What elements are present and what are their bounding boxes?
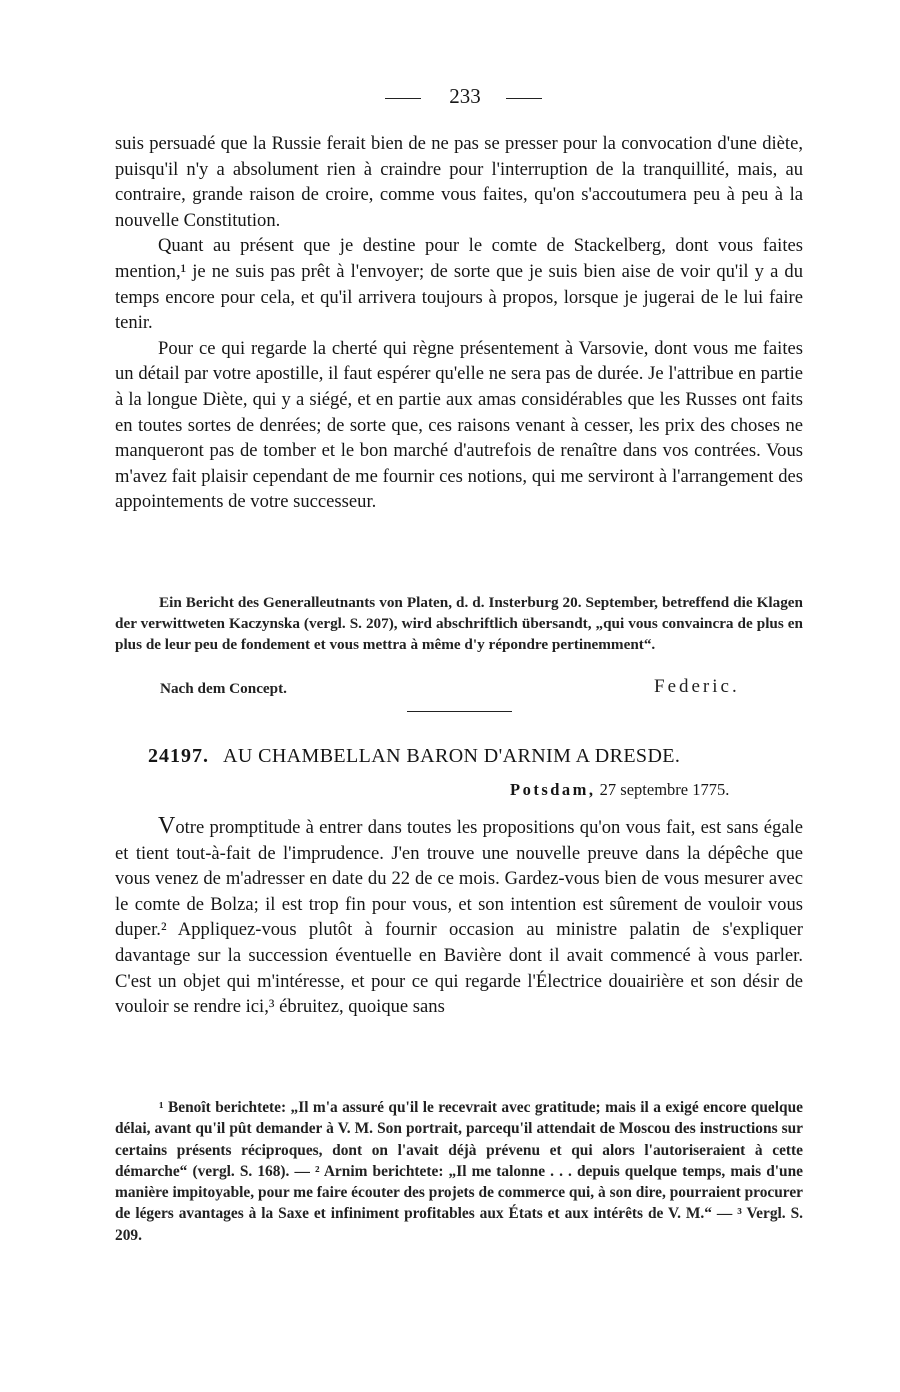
letter-2-body: [115, 814, 803, 1020]
page-number: 233: [449, 84, 481, 108]
letter-2-text: otre promptitude à entrer dans toutes les propositions qu'on vous fait, est sans égale et tient tout-à-fait de l'imprudence. J'en trouve une nouvelle preuve dans la dépêche que vous venez de m'adresser en date du 22 de ce mois. Gardez-vous bien de vous mesurer avec le comte de Bolza; il est trop fin pour vous, et son intention est sûrement de vouloir vous duper.² Appliquez-vous plutôt à fournir occasion au ministre palatin de s'expliquer davantage sur la succession éventuelle en Bavière dont il avait commencé à vous parler. C'est un objet qui m'intéresse, et pour ce qui regarde l'Électrice douairière et son désir de vouloir se rendre ici,³ ébruitez, quoique sans: [115, 817, 803, 1018]
letter-1-paragraph-1: suis persuadé que la Russie ferait bien de ne pas se presser pour la convocation d'une diète, puisqu'il n'y a absolument rien à craindre pour l'interruption de la tranquillité, mais, au contraire, grande raison de croire, comme vous faites, qu'on s'accoutumera peu à peu à la nouvelle Constitution.: [115, 133, 803, 231]
footnotes: [115, 1097, 803, 1246]
letter-number: 24197.: [148, 745, 209, 767]
letter-title: AU CHAMBELLAN BARON D'ARNIM A DRESDE.: [223, 745, 681, 767]
signature: Federic.: [654, 676, 740, 697]
footnotes-text: ¹ Benoît berichtete: „Il m'a assuré qu'il le recevrait avec gratitude; mais il a exigé encore quelque délai, avant qu'il pût demander à V. M. Son portrait, parcequ'il attendait de Moscou des instructions sur certains présents réciproques, dont on l'avait déjà prévenu et qui alors l'autoriseraient à cette démarche“ (vergl. S. 168). — ² Arnim berichtete: „Il me talonne . . . depuis quelque temps, mais d'une manière impitoyable, pour me faire écouter des projets de commerce qui, à son dire, pourraient procurer de légers avantages à la Saxe et infiniment profitables aux États et aux intérêts de V. M.“ — ³ Vergl. S. 209.: [115, 1099, 803, 1244]
letter-place-date: [510, 780, 729, 800]
letter-1-paragraph-3: Pour ce qui regarde la cherté qui règne présentement à Varsovie, dont vous me faites un détail par votre apostille, il faut espérer qu'elle ne sera pas de durée. Je l'attribue en partie à la longue Diète, qui y a siégé, et en partie aux amas considérables que les Russes ont faits en toutes sortes de denrées; de sorte que, ces raisons venant à cesser, les prix des choses ne manqueront pas de tomber et le bon marché d'autrefois de renaître dans vos contrées. Vous m'avez fait plaisir cependant de me fournir ces notions, qui me serviront à l'arrangement des appointements de votre successeur.: [115, 337, 803, 513]
letter-2-heading: [148, 745, 680, 768]
letter-date: 27 septembre 1775.: [599, 780, 730, 799]
header-dash-right: [506, 98, 542, 99]
letter-place: Potsdam,: [510, 780, 596, 799]
letter-2-paragraph: [115, 814, 803, 1020]
letter-1-note: Ein Bericht des Generalleutnants von Platen, d. d. Insterburg 20. September, betreffend die Klagen der verwittweten Kaczynska (vergl. S. 207), wird abschriftlich übersandt, „qui vous convaincra de plus en plus de leur peu de fondement et vous mettra à même d'y répondre pertinemment“.: [115, 594, 803, 654]
letter-1-paragraph-2: Quant au présent que je destine pour le comte de Stackelberg, dont vous faites mention,¹ je ne suis pas prêt à l'envoyer; de sorte que je suis bien aise de voir qu'il y a du temps encore pour cela, et qu'il arrivera toujours à propos, lorsque je jugerai de le lui faire tenir.: [115, 235, 803, 334]
source-note: Nach dem Concept.: [160, 680, 287, 697]
letter-1-body: [115, 131, 803, 515]
section-divider: [407, 711, 512, 712]
running-header: [385, 84, 545, 114]
initial-letter: V: [158, 813, 176, 839]
